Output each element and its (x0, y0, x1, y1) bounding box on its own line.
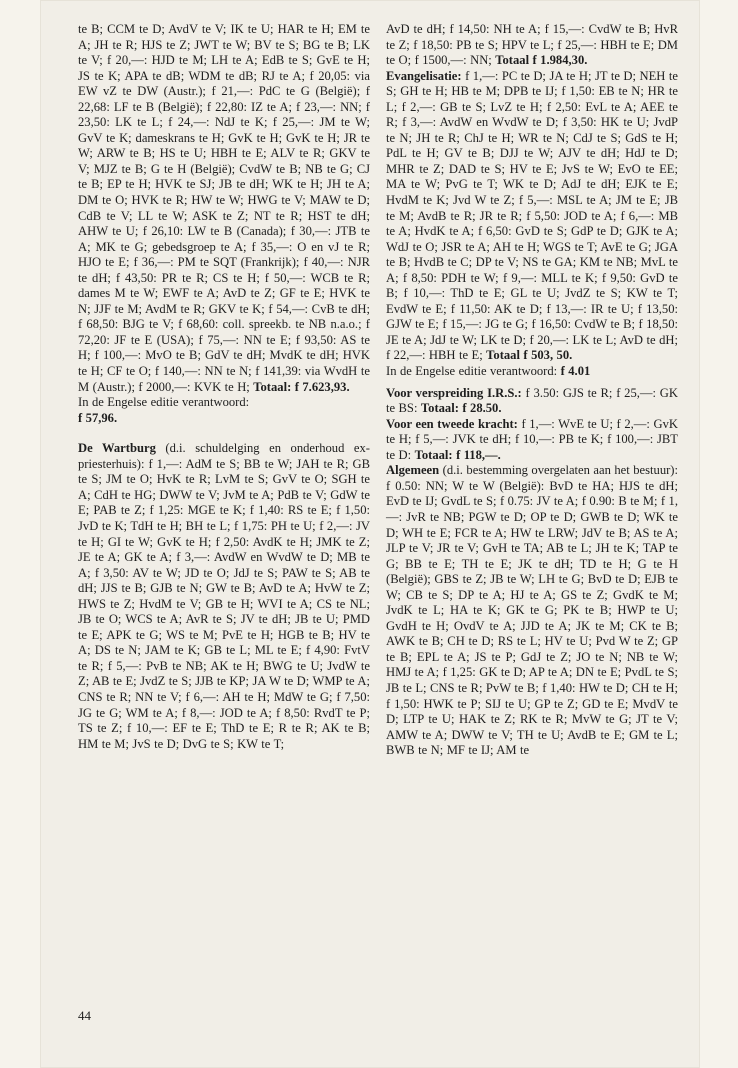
right-column (386, 22, 678, 759)
total-evangelisatie: Totaal f 503, 50. (486, 348, 573, 363)
section-heading-tweede-kracht: Voor een tweede kracht: (386, 416, 518, 431)
tweede-kracht-section (386, 417, 678, 464)
paragraph-gap (78, 426, 370, 441)
evangelisatie-section (386, 69, 678, 364)
total-irs: Totaal: f 28.50. (420, 401, 502, 416)
donation-list-continued (78, 22, 370, 395)
left-column (78, 22, 370, 752)
document-page (40, 0, 700, 1068)
wartburg-entries: (d.i. schuldelging en onderhoud ex-priesterhuis): f 1,—: AdM te S; BB te W; JAH te R; GB te S; JM te O; HvK te R; LvM te S; GvV te O; SGH te A; CdH te HG; DWW te V; JvM te A; PdB te V; GdW te E; PAB te Z; f 1,25: MGE te K; f 1,40: RS te E; f 1,50: JvD te K; TdH te H; BH te L; f 1,75: PH te U; f 2,—: JV te H; GI te W; GvK te H; f 2,50: AvdK te H; JMK te Z; JE te A; GK te A; f 3,—: AvdW en WvdW te D; MB te A; f 3,50: AV te W; JD te O; JdJ te S; PAW te S; AB te dH; JJS te B; GJB te N; GW te B; AvD te A; HvW te Z; HWS te Z; HvdM te V; GB te H; WVI te A; CS te NL; JB te O; WCS te A; AvR te S; JV te dH; JB te U; PMD te E; APK te G; WS te M; PvE te H; HGB te B; HV te A; DS te N; JAM te K; GB te L; ML te E; f 4,90: FvtV te R; f 5,—: PvB te NB; AK te H; BWG te U; JvdW te Z; AB te E; JvdZ te S; JJB te KP; JA W te D; WMP te A; CNS te R; NN te V; f 6,—: AH te H; MdW te G; f 7,50: JG te G; WM te A; f 8,—: JOD te A; f 8,50: RvdT te P; TS te Z; f 10,—: EF te E; ThD te E; R te R; AK te B; HM te M; JvS te D; DvG te S; KW te T; (78, 441, 370, 751)
section-heading-wartburg: De Wartburg (78, 441, 156, 456)
english-edition-label-right: In de Engelse editie verantwoord: (386, 364, 558, 379)
english-edition-amount-right: f 4.01 (560, 364, 591, 379)
english-edition-amount: f 57,96. (78, 410, 118, 425)
total-wartburg: Totaal f 1.984,30. (495, 53, 588, 68)
donation-list-continued-right (386, 22, 678, 69)
tweede-kracht-entries: f 1,—: WvE te U; f 2,—: GvK te H; f 5,—: JVK te dH; f 10,—: PB te K; f 100,—: JBT te D: (386, 416, 678, 462)
total-amount: Totaal: f 7.623,93. (253, 379, 350, 394)
page-number: 44 (78, 1008, 91, 1023)
evangelisatie-entries: f 1,—: PC te D; JA te H; JT te D; NEH te S; GH te H; HB te M; DPB te IJ; f 1,50: EB te N; HR te L; f 2,—: GB te S; LvZ te H; f 2,50: EvL te A; AEE te R; f 3,—: AvdW en WvdW te D; f 3,50: HK te U; JvdP te N; JH te R; ChJ te H; WR te N; CdJ te S; GdS te H; PdL te H; GV te B; DJJ te W; AJV te dH; HdJ te D; MHR te Z; DAD te S; HV te E; JvS te W; EvO te EE; MA te W; PvG te T; WK te D; AdJ te dH; EJK te E; HvdM te K; Jvd W te Z; f 5,—: MSL te A; JM te E; JB te M; AvdB te R; JR te R; f 5,50: JOD te A; f 6,—: MB te A; HvdK te A; f 6,50: GvD te S; GdP te D; GJK te A; WdJ te O; JSR te A; AH te H; WGS te T; AvE te G; JGA te B; HvdB te C; DP te V; NS te GA; KM te NB; MvL te A; f 8,50: PDH te W; f 9,—: MLL te K; f 9,50: GvD te B; f 10,—: ThD te E; GL te U; JvdZ te S; KW te T; EvdW te E; f 11,50: AK te D; f 13,—: IR te U; f 13,50: GJW te E; f 15,—: JG te G; f 16,50: CvdW te B; f 18,50: JE te A; JdJ te W; LK te D; f 20,—: LK te L; AvD te dH; f 22,—: HBH te E; (386, 68, 679, 363)
algemeen-section (386, 463, 678, 758)
english-edition-label: In de Engelse editie verantwoord: (78, 395, 250, 410)
algemeen-entries: (d.i. bestemming overgelaten aan het bestuur): f 0.50: NN; W te W (België): BvD te HA; HJS te dH; EvD te IJ; GvdL te S; f 0.75: JV te A; f 0.90: B te M; f 1,—: JvR te NB; PGW te D; OP te D; GWB te D; WK te D; WH te E; FCR te A; HW te LRW; JdV te B; AS te A; JLP te V; JR te V; GvH te TA; AB te L; JH te K; TAP te G; BB te E; TH te E; JK te dH; TD te H; G te H (België); GBS te Z; JB te W; LH te G; BvD te D; EJB te W; CB te S; DP te A; HJ te A; GS te Z; GvdK te M; JvdK te L; HA te K; GK te G; PK te B; HWP te U; GvdH te H; OvdV te A; JJD te A; JK te M; CK te B; AWK te B; CH te D; RS te L; HV te U; Pvd W te Z; GP te B; EPL te A; JS te P; GdJ te Z; JO te N; NB te W; HMJ te A; f 1,25: GK te D; AP te A; DN te E; PvdL te S; JB te L; CNS te R; PvW te B; f 1,40: HW te D; CH te H; f 1,50: HWK te P; SIJ te U; GP te Z; GD te E; MvdV te D; LTP te U; HAK te Z; RK te R; MvW te G; JT te V; AMW te A; DWW te V; TH te U; AvdB te E; GM te L; BWB te N; MF te IJ; AM te (386, 463, 678, 758)
section-heading-algemeen: Algemeen (386, 463, 440, 478)
section-heading-irs: Voor verspreiding I.R.S.: (386, 385, 522, 400)
wartburg-section (78, 441, 370, 752)
irs-entries: f 3.50: GJS te R; f 25,—: GK te BS: (386, 385, 678, 416)
english-edition-note (78, 395, 370, 426)
donation-entries: te B; CCM te D; AvdV te V; IK te U; HAR te H; EM te A; JH te R; HJS te Z; JWT te W; BV te S; BG te B; LK te V; f 20,—: HJD te M; LH te A; EdB te S; GvE te H; JS te K; APA te dB; WDM te dB; RJ te A; f 20,05: via EW vZ te DW (Austr.); f 21,—: PdC te G (België); f 22,68: LF te B (België); f 22,80: IZ te A; f 23,—: NN; f 23,50: LK te L; f 24,—: NdJ te K; f 25,—: JM te W; GvV te K; dameskrans te H; GvK te H; GvK te H; JR te W; ARW te B; HS te U; HBH te E; ALV te R; GKV te V; MJZ te B; G te H (België); CvdW te B; NB te G; CJ te B; EP te H; HVK te SJ; JB te dH; WK te H; JH te A; DM te O; HVK te R; HW te W; HWG te V; MAW te D; CdB te V; LL te W; ASK te Z; NT te R; HST te dH; AHW te U; f 26,10: LW te B (Canada); f 30,—: JTB te A; MK te G; gebedsgroep te A; f 35,—: O en vJ te R; HJO te E; f 36,—: PM te SQT (Frankrijk); f 40,—: NJR te dH; f 43,50: PR te R; CS te H; f 50,—: WCB te R; dames M te W; EWF te A; AvD te Z; GF te E; HVK te N; JJF te M; AvdM te R; GKV te K; f 54,—: CvB te dH; f 68,50: BJG te V; f 68,60: coll. spreekb. te NB n.a.o.; f 72,20: JF te E (USA); f 75,—: NN te E; f 93,50: AS te H; f 100,—: MvO te B; GdV te dH; MvdK te dH; HVK te H; CF te O; f 140,—: NN te N; f 141,39: via WvdH te M (Austr.); f 2000,—: KVK te H; (78, 22, 370, 394)
total-tweede-kracht: Totaal: f 118,—. (414, 447, 501, 462)
section-heading-evangelisatie: Evangelisatie: (386, 68, 462, 83)
irs-section (386, 386, 678, 417)
donation-entries-right: AvD te dH; f 14,50: NH te A; f 15,—: CvdW te B; HvR te Z; f 18,50: PB te S; HPV te L; f 25,—: HBH te E; DM te O; f 1500,—: NN; (386, 22, 678, 68)
english-edition-note-right (386, 364, 678, 380)
